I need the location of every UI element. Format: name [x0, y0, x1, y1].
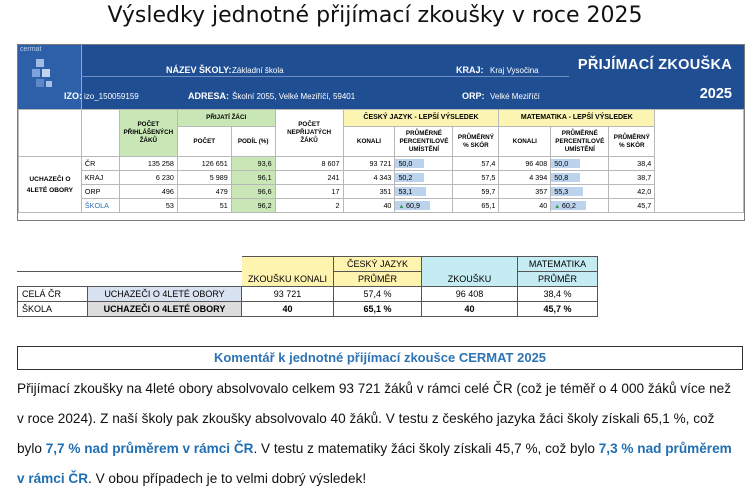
summary-col-cz-took: ZKOUŠKU KONALI [242, 272, 334, 287]
col-math: MATEMATIKA - LEPŠÍ VÝSLEDEK [499, 110, 655, 127]
summary-ma-avg: 45,7 % [518, 302, 598, 317]
cell-cz-percentile: 50,0 [398, 159, 413, 168]
cell-ma-took: 40 [499, 199, 551, 213]
summary-cz-took: 93 721 [242, 287, 334, 302]
summary-cz-avg: 65,1 % [334, 302, 422, 317]
cell-ma-percentile: 50,0 [554, 159, 569, 168]
orp-value: Velké Meziříčí [490, 92, 540, 101]
cell-share: 93,6 [231, 157, 275, 171]
cell-not-admitted: 8 607 [275, 157, 343, 171]
row-label: ČR [81, 157, 119, 171]
cell-ma-took: 96 408 [499, 157, 551, 171]
table-row [19, 171, 744, 185]
summary-cz-took: 40 [242, 302, 334, 317]
cell-cz-score: 65,1 [453, 199, 499, 213]
cell-ma-percentile: 55,3 [554, 187, 569, 196]
cell-share: 96,2 [231, 199, 275, 213]
cell-ma-score: 42,0 [609, 185, 655, 199]
table-row [19, 199, 744, 213]
orp-label: ORP: [462, 91, 485, 101]
cell-cz-score: 57,5 [453, 171, 499, 185]
address-label: ADRESA: [188, 91, 230, 101]
col-cz-took: KONALI [343, 127, 395, 157]
report-header [18, 45, 744, 109]
row-label: ORP [81, 185, 119, 199]
summary-col-ma-avg: PRŮMĚR [518, 272, 598, 287]
summary-col-ma-took: ZKOUŠKU [422, 272, 518, 287]
report-year: 2025 [699, 86, 732, 102]
izo-label: IZO: [64, 91, 82, 101]
school-report-card [17, 44, 745, 221]
table-row [18, 287, 598, 302]
region-label: KRAJ: [456, 65, 484, 75]
cell-not-admitted: 241 [275, 171, 343, 185]
cell-admitted: 51 [177, 199, 231, 213]
summary-table [17, 256, 598, 317]
summary-ma-took: 40 [422, 302, 518, 317]
cell-cz-took: 40 [383, 201, 392, 210]
col-czech: ČESKÝ JAZYK - LEPŠÍ VÝSLEDEK [343, 110, 499, 127]
cell-not-admitted: 2 [275, 199, 343, 213]
cell-share: 96,6 [231, 185, 275, 199]
logo-square-5 [46, 81, 52, 87]
comment-part-2: . V testu z matematiky žáci školy získali 45,7 %, což bylo [253, 441, 599, 456]
col-cz-percentile: PRŮMĚRNÉ PERCENTILOVÉ UMÍSTĚNÍ [395, 127, 453, 157]
group-label: UCHAZEČI O 4LETÉ OBORY [19, 157, 82, 213]
cell-cz-score: 57,4 [453, 157, 499, 171]
table-row [19, 185, 744, 199]
brand-title: PŘIJÍMACÍ ZKOUŠKA [577, 57, 732, 73]
col-not-admitted: POČET NEPŘIJATÝCH ŽÁKŮ [275, 110, 343, 157]
table-row [19, 157, 744, 171]
cell-share: 96,1 [231, 171, 275, 185]
cell-cz-took: 4 343 [343, 171, 395, 185]
address-value: Školní 2055, Velké Meziříčí, 59401 [232, 92, 356, 101]
header-divider [81, 76, 569, 77]
up-arrow-icon: ▲ [554, 204, 562, 210]
comment-part-1: Přijímací zkoušky na 4leté obory absolvovalo celkem 93 721 žáků v rámci celé ČR (což je téměř o 4 000 žáků více než v roce 2024). Z naší školy pak zkoušky absolvovalo 40 žáků. V testu z českého jazyka žáci školy získali 65,1 %, což bylo [17, 381, 731, 456]
summary-scope: CELÁ ČR [18, 287, 88, 302]
results-table [18, 109, 744, 213]
cell-ma-took: 357 [499, 185, 551, 199]
comment-highlight-1: 7,7 % nad průměrem v rámci ČR [45, 441, 254, 456]
cell-cz-took: 93 721 [343, 157, 395, 171]
region-value: Kraj Vysočina [490, 66, 539, 75]
logo-square-4 [36, 79, 44, 87]
cell-ma-score: 38,4 [609, 157, 655, 171]
comment-highlight-2: 7,3 % nad průměrem v rámci ČR [17, 441, 732, 486]
summary-group: UCHAZEČI O 4LETÉ OBORY [88, 302, 242, 317]
col-ma-percentile: PRŮMĚRNÉ PERCENTILOVÉ UMÍSTĚNÍ [551, 127, 609, 157]
school-value: Základní škola [232, 66, 284, 75]
summary-cz-avg: 57,4 % [334, 287, 422, 302]
summary-col-math: MATEMATIKA [518, 257, 598, 272]
summary-group: UCHAZEČI O 4LETÉ OBORY [88, 287, 242, 302]
row-label: KRAJ [81, 171, 119, 185]
up-arrow-icon: ▲ [398, 204, 407, 210]
cell-not-admitted: 17 [275, 185, 343, 199]
logo-text: cermat [20, 46, 42, 53]
izo-value: izo_150059159 [84, 92, 139, 101]
cell-ma-percentile: 60,2 [561, 201, 576, 210]
cell-registered: 496 [119, 185, 177, 199]
logo-square-1 [36, 59, 44, 67]
col-admitted: PŘIJATÍ ŽÁCI [177, 110, 275, 127]
summary-col-czech: ČESKÝ JAZYK [334, 257, 422, 272]
cell-ma-took: 4 394 [499, 171, 551, 185]
page-title: Výsledky jednotné přijímací zkoušky v roce 2025 [107, 3, 643, 28]
logo-square-2 [32, 69, 40, 77]
comment-title-box [17, 346, 743, 370]
cell-cz-percentile: 53,1 [398, 187, 413, 196]
summary-scope: ŠKOLA [18, 302, 88, 317]
col-cz-avg: PRŮMĚRNÝ % SKÓR [453, 127, 499, 157]
summary-ma-avg: 38,4 % [518, 287, 598, 302]
cell-cz-score: 59,7 [453, 185, 499, 199]
cell-admitted: 479 [177, 185, 231, 199]
cell-cz-took: 351 [343, 185, 395, 199]
row-label: ŠKOLA [81, 199, 119, 213]
table-row [18, 302, 598, 317]
logo-square-3 [42, 69, 50, 77]
cell-registered: 135 258 [119, 157, 177, 171]
col-admitted-count: POČET [177, 127, 231, 157]
cell-ma-percentile: 50,8 [554, 173, 569, 182]
comment-title: Komentář k jednotné přijímací zkoušce CERMAT 2025 [213, 350, 547, 365]
cell-admitted: 126 651 [177, 157, 231, 171]
cell-ma-score: 38,7 [609, 171, 655, 185]
cell-registered: 6 230 [119, 171, 177, 185]
comment-text [17, 374, 739, 494]
comment-part-3: . V obou případech je to velmi dobrý výsledek! [88, 471, 367, 486]
cell-cz-percentile: 60,9 [406, 201, 421, 210]
col-ma-avg: PRŮMĚRNÝ % SKÓR [609, 127, 655, 157]
summary-ma-took: 96 408 [422, 287, 518, 302]
col-registered: POČET PŘIHLÁŠENÝCH ŽÁKŮ [119, 110, 177, 157]
col-ma-took: KONALI [499, 127, 551, 157]
cell-cz-percentile: 50,2 [398, 173, 413, 182]
summary-col-cz-avg: PRŮMĚR [334, 272, 422, 287]
cell-registered: 53 [119, 199, 177, 213]
cell-admitted: 5 989 [177, 171, 231, 185]
school-label: NÁZEV ŠKOLY: [166, 65, 232, 75]
cell-ma-score: 45,7 [609, 199, 655, 213]
col-admitted-share: PODÍL (%) [231, 127, 275, 157]
